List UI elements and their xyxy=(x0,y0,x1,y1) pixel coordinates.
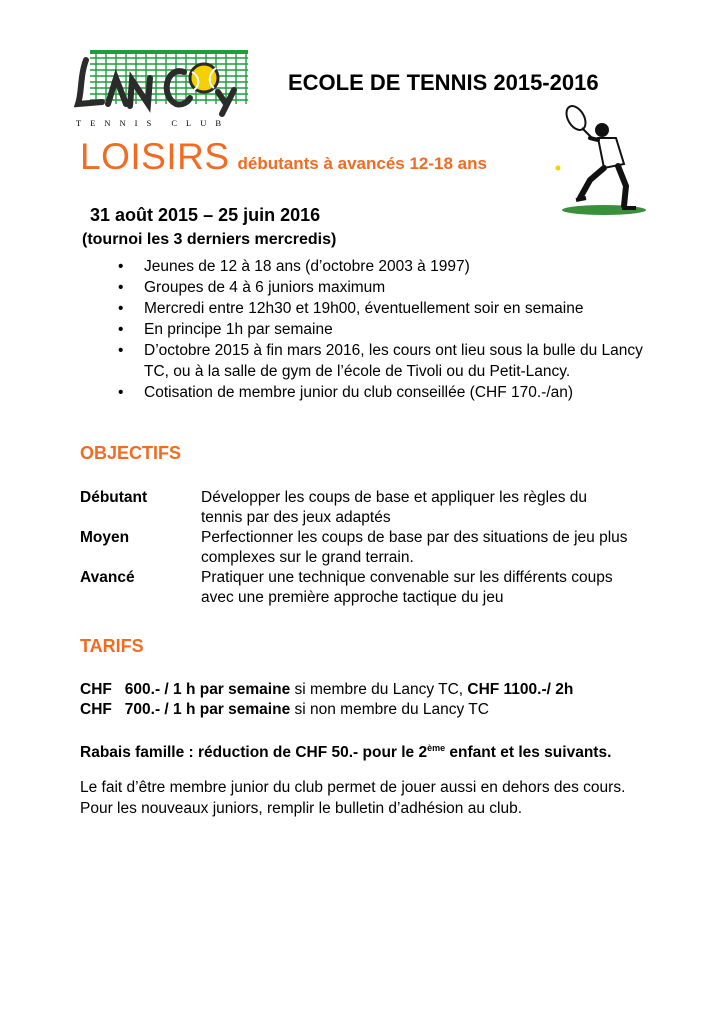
tennis-player-icon xyxy=(546,98,646,220)
list-item: • En principe 1h par semaine xyxy=(118,321,333,338)
lancy-tennis-club-logo xyxy=(72,48,252,132)
membership-note: Le fait d’être membre junior du club permet de jouer aussi en dehors des cours. Pour les nouveaux juniors, remplir le bulletin d’adhésion au club. xyxy=(80,779,626,817)
objective-level: Moyen xyxy=(80,529,130,546)
family-discount: Rabais famille : réduction de CHF 50.- pour le 2ème enfant et les suivants. xyxy=(80,743,612,762)
tarif-line-member: CHF 600.- / 1 h par semaine si membre du Lancy TC, CHF 1100.-/ 2h xyxy=(80,681,574,698)
objective-description: Développer les coups de base et appliquer les règles du tennis par des jeux adaptés xyxy=(201,489,588,526)
objective-description: Perfectionner les coups de base par des situations de jeu plus complexes sur le grand terrain. xyxy=(201,529,628,566)
logo-subtitle: TENNIS CLUB xyxy=(76,118,231,128)
bullet-icon: • xyxy=(118,258,124,275)
list-item: • Jeunes de 12 à 18 ans (d’octobre 2003 à 1997) xyxy=(118,258,470,275)
season-dates: 31 août 2015 – 25 juin 2016 xyxy=(90,205,321,225)
bullet-icon: • xyxy=(118,321,124,338)
bullet-icon: • xyxy=(118,300,124,317)
program-subtitle: débutants à avancés 12-18 ans xyxy=(237,154,487,173)
objectives-heading: OBJECTIFS xyxy=(80,443,182,463)
bullet-icon: • xyxy=(118,384,124,401)
tarif-lines xyxy=(80,680,573,720)
page-title: ECOLE DE TENNIS 2015-2016 xyxy=(288,70,599,95)
objective-level: Débutant xyxy=(80,489,148,506)
list-item: • Cotisation de membre junior du club conseillée (CHF 170.-/an) xyxy=(118,384,574,401)
objective-row xyxy=(80,568,640,608)
bullet-icon: • xyxy=(118,342,124,359)
tournament-note: (tournoi les 3 derniers mercredis) xyxy=(82,231,337,248)
program-title-row xyxy=(80,136,487,178)
tarif-line-non-member: CHF 700.- / 1 h par semaine si non membre du Lancy TC xyxy=(80,701,489,718)
list-item: • Groupes de 4 à 6 juniors maximum xyxy=(118,279,386,296)
info-bullet-list xyxy=(116,256,676,403)
objective-description: Pratiquer une technique convenable sur les différents coups avec une première approche tactique du jeu xyxy=(201,569,613,606)
list-item: • D’octobre 2015 à fin mars 2016, les cours ont lieu sous la bulle du Lancy TC, ou à la salle de gym de l’école de Tivoli ou du Petit-Lancy. xyxy=(118,342,643,380)
tarifs-heading: TARIFS xyxy=(80,636,144,656)
program-title: LOISIRS xyxy=(80,136,230,177)
list-item: • Mercredi entre 12h30 et 19h00, éventuellement soir en semaine xyxy=(118,300,584,317)
bullet-icon: • xyxy=(118,279,124,296)
objective-level: Avancé xyxy=(80,569,135,586)
objective-row xyxy=(80,528,640,568)
objective-row xyxy=(80,488,640,528)
